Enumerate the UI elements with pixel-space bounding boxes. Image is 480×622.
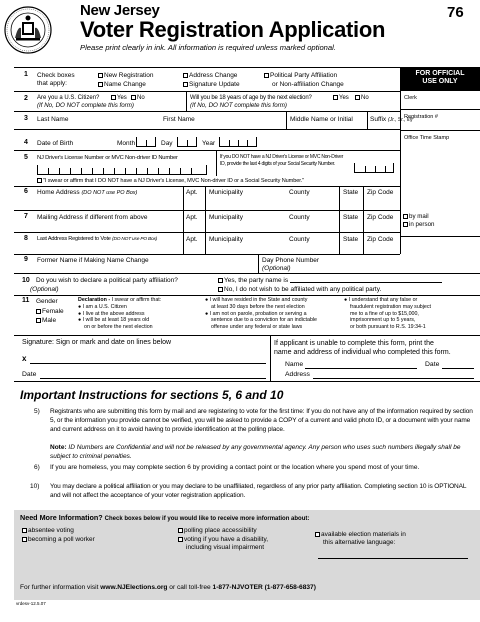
elections-website-link[interactable]: www.NJElections.org — [100, 584, 168, 591]
signature-line[interactable] — [30, 363, 266, 364]
last-county-field[interactable]: County — [289, 236, 310, 243]
age-yes-checkbox[interactable]: Yes — [333, 95, 349, 102]
address-change-checkbox[interactable]: Address Change — [183, 72, 237, 79]
more-info-footer: For further information visit www.NJElections.org or call toll-free 1-877-NJVOTER (1-877-658-6837) — [20, 584, 316, 591]
home-municipality-field[interactable]: Municipality — [209, 189, 243, 196]
home-zip-field[interactable]: Zip Code — [367, 189, 394, 196]
form-instruction: Please print clearly in ink. All information is required unless marked optional. — [80, 43, 336, 52]
mailing-address-field[interactable]: Mailing Address if different from above — [37, 214, 148, 221]
office-time-stamp-label: Office Time Stamp — [404, 135, 450, 141]
instruction-section-6: If you are homeless, you may complete section 6 by providing a contact point or the location where you spend most of your time. — [50, 464, 420, 471]
alt-language-line[interactable] — [318, 558, 468, 559]
citizen-yes-checkbox[interactable]: Yes — [111, 95, 127, 102]
home-county-field[interactable]: County — [289, 189, 310, 196]
last-zip-field[interactable]: Zip Code — [367, 236, 394, 243]
assistant-date-line[interactable] — [442, 368, 474, 369]
ssn-last4-field[interactable] — [354, 163, 394, 173]
assistant-address-line[interactable] — [313, 378, 474, 379]
day-phone-field[interactable]: Day Phone Number (Optional) — [262, 257, 320, 273]
signature-date-line[interactable] — [40, 378, 266, 379]
signature-label: Signature: Sign or mark and date on lines below — [22, 339, 172, 346]
citizen-no-checkbox[interactable]: No — [131, 95, 145, 102]
form-number: 76 — [447, 4, 464, 21]
instruction-note: Note: ID Numbers are Confidential and will not be released by any governmental agency. Any person who uses such numbers illegally shall be subject to criminal penalties. — [50, 444, 461, 460]
instruction-section-5: Registrants who are submitting this form by mail and are registering to vote for the first time: If you do not have any of the information required by section 5, or the information you provide cannot be verified, you will be asked to provide a COPY of a current and valid photo ID, or a document with your name and current address on it to avoid having to provide identification at the polling place. — [50, 408, 473, 433]
registration-number-label: Registration # — [404, 114, 438, 120]
birth-month-field[interactable] — [136, 137, 156, 147]
clerk-label: Clerk — [404, 95, 417, 101]
page-title: Voter Registration Application — [80, 17, 386, 42]
poll-worker-checkbox[interactable]: becoming a poll worker — [22, 536, 95, 543]
birth-day-field[interactable] — [177, 137, 197, 147]
alt-language-checkbox[interactable]: available election materials in this alternative language: — [315, 531, 406, 548]
last-registered-address-field[interactable]: Last Address Registered to Vote (DO NOT use PO Box) — [37, 236, 158, 242]
polling-accessibility-checkbox[interactable]: polling place accessibility — [178, 527, 257, 534]
instruction-section-10: You may declare a political affiliation or you may declare to be unaffiliated, regardless of any prior party affiliation. Completing section 10 is OPTIONAL and will not affect the acceptance of your voter registration application. — [50, 483, 467, 499]
first-name-field[interactable]: First Name — [163, 116, 195, 123]
former-name-field[interactable]: Former Name if Making Name Change — [37, 257, 149, 264]
by-mail-option[interactable]: by mail — [403, 214, 429, 221]
age-no-checkbox[interactable]: No — [355, 95, 369, 102]
home-address-field[interactable]: Home Address (DO NOT use PO Box) — [37, 189, 138, 196]
instructions-title: Important Instructions for sections 5, 6 and 10 — [20, 388, 284, 402]
mailing-county-field[interactable]: County — [289, 214, 310, 221]
mailing-zip-field[interactable]: Zip Code — [367, 214, 394, 221]
last-municipality-field[interactable]: Municipality — [209, 236, 243, 243]
suffix-field[interactable]: Suffix (Jr., Sr., III) — [370, 116, 413, 123]
new-registration-checkbox[interactable]: New Registration — [98, 72, 154, 79]
party-no-checkbox[interactable]: No, I do not wish to be affiliated with any political party. — [218, 286, 381, 293]
birth-year-field[interactable] — [219, 137, 257, 147]
signature-update-checkbox[interactable]: Signature Update — [183, 81, 240, 88]
declaration-block: Declaration - I swear or affirm that: ● I am a U.S. Citizen ● I live at the above address ● I will be at least 18 years old on or before the next election — [78, 297, 162, 331]
toll-free-number: 1-877-NJVOTER (1-877-658-6837) — [212, 584, 316, 591]
name-change-checkbox[interactable]: Name Change — [98, 81, 146, 88]
absentee-voting-checkbox[interactable]: absentee voting — [22, 527, 74, 534]
no-id-affirm-checkbox[interactable]: "I swear or affirm that I DO NOT have a NJ Driver's License, MVC Non-driver ID or a Social Security Number." — [37, 178, 304, 184]
mailing-municipality-field[interactable]: Municipality — [209, 214, 243, 221]
state-name: New Jersey — [80, 2, 160, 19]
in-person-option[interactable]: in person — [403, 222, 434, 229]
form-code: vrdesv-12.5.07 — [16, 601, 46, 606]
female-checkbox[interactable]: Female — [36, 308, 64, 315]
last-name-field[interactable]: Last Name — [37, 116, 69, 123]
state-seal — [4, 6, 52, 54]
license-digit-dividers — [37, 168, 207, 175]
male-checkbox[interactable]: Male — [36, 317, 56, 324]
party-affiliation-checkbox[interactable]: Political Party Affiliation — [264, 72, 337, 79]
disability-voting-checkbox[interactable]: voting if you have a disability, including visual impairment — [178, 536, 268, 553]
assistant-name-line[interactable] — [305, 368, 417, 369]
party-yes-checkbox[interactable]: Yes, the party name is — [218, 277, 442, 284]
middle-name-field[interactable]: Middle Name or Initial — [290, 116, 353, 123]
official-use-header: FOR OFFICIAL USE ONLY — [400, 67, 480, 91]
